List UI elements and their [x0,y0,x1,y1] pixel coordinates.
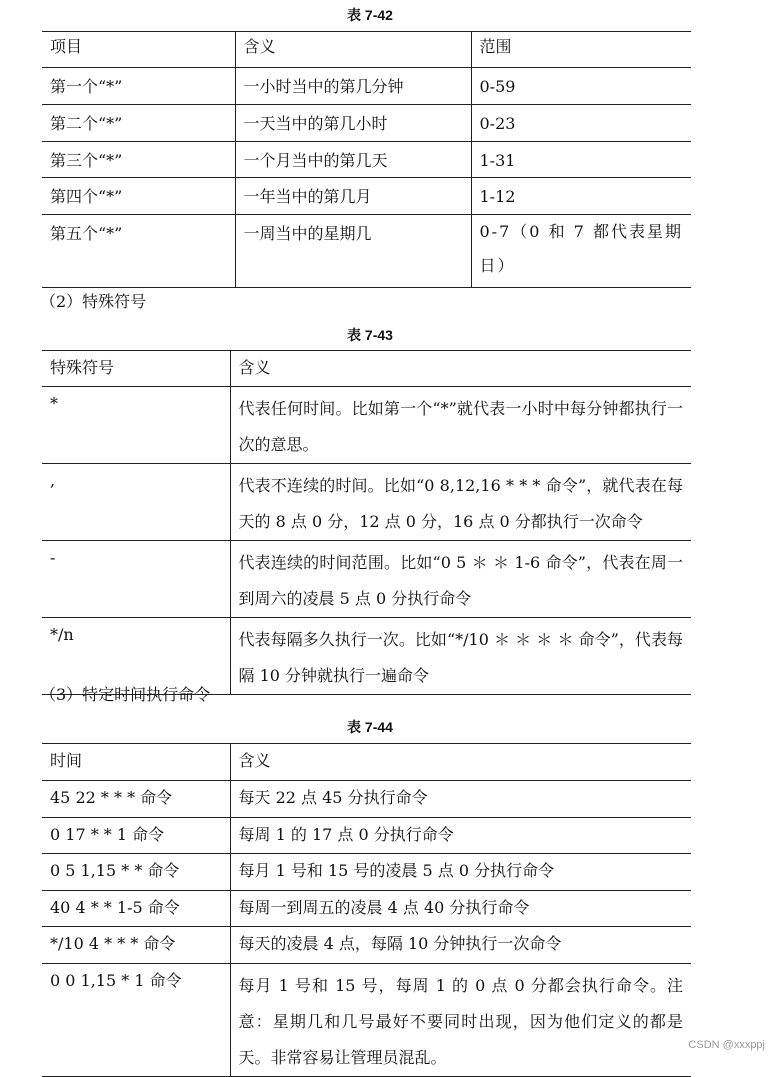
table-7-43 [42,350,691,695]
table-header-row [42,32,691,68]
table-cell: 1-12 [471,178,691,215]
table-cell: 每天的凌晨 4 点，每隔 10 分钟执行一次命令 [230,927,691,964]
table-cell: 第四个“*” [50,187,123,206]
table-cell: 每周一到周五的凌晨 4 点 40 分执行命令 [230,891,691,927]
header-cell: 时间 [50,751,83,770]
table-cell: 40 4 * * 1-5 命令 [50,898,180,917]
table-cell: 每月 1 号和 15 号，每周 1 的 0 点 0 分都会执行命令。注意：星期几和几号最好不要同时出现，因为他们定义的都是天。非常容易让管理员混乱。 [230,964,691,1077]
table-row [42,215,691,288]
table-row [42,891,691,927]
table-cell: 每周 1 的 17 点 0 分执行命令 [230,818,691,854]
table-cell: 0 17 * * 1 命令 [50,825,165,844]
table-cell: 第三个“*” [50,151,123,170]
table-header-row [42,744,691,781]
table-cell: , [50,471,56,490]
table-row [42,541,691,618]
table-caption-7-42: 表 7-42 [347,7,393,23]
table-cell: * [50,394,58,413]
table-row [42,387,691,464]
table-cell: */10 4 * * * 命令 [50,934,176,953]
table-cell: 第一个“*” [50,77,123,96]
table-caption-7-43: 表 7-43 [347,327,393,343]
table-cell: - [50,548,56,567]
table-row [42,68,691,105]
table-cell: 代表任何时间。比如第一个“*”就代表一小时中每分钟都执行一次的意思。 [230,387,691,464]
table-row [42,178,691,215]
table-row [42,105,691,142]
table-row [42,618,691,695]
table-row [42,854,691,891]
table-row [42,818,691,854]
section-heading-specific-time: （3）特定时间执行命令 [40,685,211,704]
table-row [42,142,691,178]
table-cell: 一小时当中的第几分钟 [235,68,471,105]
section-heading-special-symbols: （2）特殊符号 [40,292,147,311]
table-cell: 代表连续的时间范围。比如“0 5 ＊ ＊ 1-6 命令”，代表在周一到周六的凌晨 5 点 0 分执行命令 [230,541,691,618]
table-header-row [42,351,691,387]
table-cell: 一周当中的星期几 [235,215,471,288]
csdn-watermark: CSDN @xxxppj [688,1039,765,1051]
header-cell: 含义 [230,744,691,781]
table-cell: 代表每隔多久执行一次。比如“*/10 ＊ ＊ ＊ ＊ 命令”，代表每隔 10 分钟就执行一遍命令 [230,618,691,695]
header-cell: 项目 [50,37,83,56]
table-cell: 0 5 1,15 * * 命令 [50,861,180,880]
table-cell: 45 22 * * * 命令 [50,788,173,807]
header-cell: 特殊符号 [50,358,115,377]
table-cell: 0-23 [471,105,691,142]
table-cell: 第二个“*” [50,114,123,133]
table-row [42,781,691,818]
table-cell: 0-7（0 和 7 都代表星期日） [471,215,691,288]
table-cell: 每天 22 点 45 分执行命令 [230,781,691,818]
table-cell: 一年当中的第几月 [235,178,471,215]
table-cell: 代表不连续的时间。比如“0 8,12,16 * * * 命令”，就代表在每天的 8 点 0 分，12 点 0 分，16 点 0 分都执行一次命令 [230,464,691,541]
table-cell: 0-59 [471,68,691,105]
header-cell: 含义 [230,351,691,387]
table-cell: 第五个“*” [50,224,123,243]
table-cell: 一天当中的第几小时 [235,105,471,142]
header-cell: 含义 [235,32,471,68]
header-cell: 范围 [471,32,691,68]
table-cell: 每月 1 号和 15 号的凌晨 5 点 0 分执行命令 [230,854,691,891]
table-cell: 一个月当中的第几天 [235,142,471,178]
table-row [42,964,691,1077]
table-row [42,464,691,541]
table-row [42,927,691,964]
table-cell: 0 0 1,15 * 1 命令 [50,971,182,990]
table-caption-7-44: 表 7-44 [347,719,393,735]
table-cell: */n [50,625,74,644]
table-cell: 1-31 [471,142,691,178]
table-7-42 [42,31,691,288]
table-7-44 [42,743,691,1077]
